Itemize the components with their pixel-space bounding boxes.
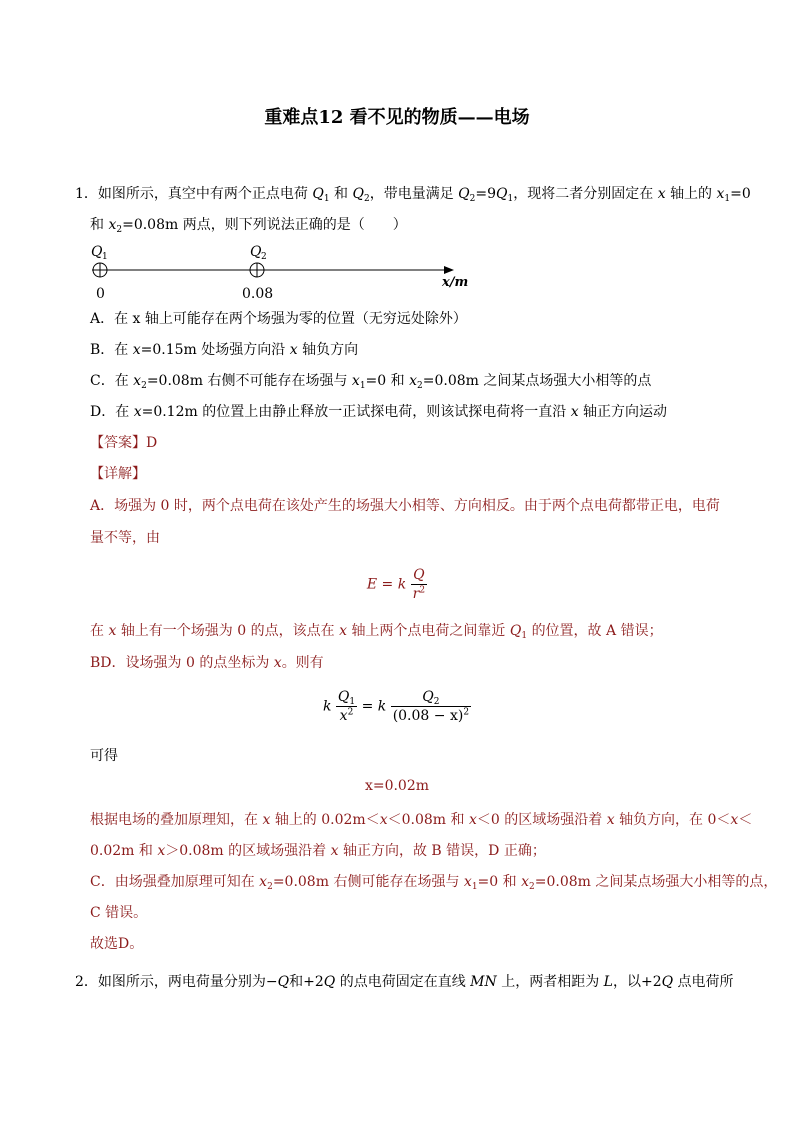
var: Q xyxy=(323,974,336,990)
text: =0.12m 的位置上由静止释放一正试探电荷，则该试探电荷将一直沿 xyxy=(141,404,567,420)
var: x xyxy=(339,623,347,639)
charge-1-sub: 1 xyxy=(102,252,108,262)
axis-arrow xyxy=(444,266,454,274)
text: =0.08m 右侧不可能存在场强与 xyxy=(146,373,348,389)
text: =0 和 xyxy=(477,874,517,890)
var: Q xyxy=(509,623,522,639)
var: x xyxy=(273,655,282,671)
text: 如图所示，两电荷量分别为− xyxy=(97,974,278,990)
text: 上，两者相距为 xyxy=(501,974,600,990)
equation-field-strength xyxy=(0,566,794,603)
text: ＞0.08m 的区域场强沿着 xyxy=(165,843,327,859)
text: 轴负方向，在 0＜ xyxy=(619,812,731,828)
var: x xyxy=(157,843,166,859)
eq-lhs: E = k xyxy=(366,576,407,593)
option-b xyxy=(90,340,358,360)
equation-result: x=0.02m xyxy=(364,778,430,794)
text: ＜ xyxy=(738,812,753,828)
eq2-k: k xyxy=(322,698,332,715)
text: ，以+2 xyxy=(612,974,662,990)
detail-label: 【详解】 xyxy=(90,466,146,482)
text: 如图所示，真空中有两个正点电荷 xyxy=(97,186,308,202)
text: =0.15m 处场强方向沿 xyxy=(140,342,286,358)
eq2-equals-k: = k xyxy=(361,698,387,715)
text: 轴上两个点电荷之间靠近 xyxy=(351,623,506,639)
question-1-stem-line1: 1．如图所示，真空中有两个正点电荷 $Q_1$ 和 $Q_2$，带电量满足 $Q_2=9Q_1$，现将二者分别固定在 x 轴上的 $x_1=0$ xyxy=(75,186,751,204)
var: x xyxy=(133,404,142,420)
var: x xyxy=(108,623,117,639)
var: Q xyxy=(661,974,674,990)
text: 点电荷所 xyxy=(677,974,734,990)
var: x xyxy=(730,812,739,828)
tick-label-0: 0 xyxy=(96,286,105,302)
eq-numerator: Q xyxy=(413,567,425,583)
text: 和 xyxy=(334,186,349,202)
text: BD．设场强为 0 的点坐标为 xyxy=(90,655,270,671)
var: Q xyxy=(496,186,508,202)
axis-diagram xyxy=(80,238,480,302)
solution-a-line1: A．场强为 0 时，两个点电荷在该处产生的场强大小相等、方向相反。由于两个点电荷都带正电，电荷 xyxy=(90,498,720,514)
text: 。则有 xyxy=(281,655,324,671)
solution-bd-line1 xyxy=(90,653,324,673)
var: x xyxy=(657,186,666,202)
text: D．在 xyxy=(90,404,130,420)
text: =0 xyxy=(730,186,751,202)
text: 轴正方向，故 B 错误，D 正确； xyxy=(342,843,546,859)
text: 轴上的 xyxy=(670,186,713,202)
solution-superposition-line2 xyxy=(90,841,546,861)
var: x xyxy=(330,843,339,859)
text: B．在 xyxy=(90,342,129,358)
tick-label-0-08: 0.08 xyxy=(242,286,274,302)
solution-superposition-line1 xyxy=(90,810,752,830)
text: =0.08m 两点，则下列说法正确的是（ ） xyxy=(122,217,407,233)
eq2-den2: (0.08 − x) xyxy=(392,708,464,724)
eq-fraction xyxy=(411,566,427,603)
text: ＜0.08m 和 xyxy=(387,812,465,828)
option-c: C．在 $x_2=0.08m$ 右侧不可能存在场强与 $x_1=0$ 和 $x_2=0.08m$ 之间某点场强大小相等的点 xyxy=(90,373,652,391)
var: L xyxy=(603,974,613,990)
eq2-exponent: 2 xyxy=(463,707,470,718)
charge-2-sub: 2 xyxy=(261,252,267,262)
var: MN xyxy=(470,974,497,990)
eq2-fraction-left: $\frac{Q_1}{x^2}$ xyxy=(337,689,356,724)
var: x xyxy=(132,342,141,358)
option-d xyxy=(90,402,667,422)
kede-text: 可得 xyxy=(90,748,118,764)
var: x xyxy=(409,373,417,389)
eq2-num1: Q xyxy=(337,689,350,705)
text: 根据电场的叠加原理知，在 xyxy=(90,812,258,828)
text: C．由场强叠加原理可知在 xyxy=(90,874,255,890)
var: x xyxy=(351,373,360,389)
solution-c-line2: C 错误。 xyxy=(90,905,148,921)
text: 和 xyxy=(90,217,104,233)
var: x xyxy=(463,874,472,890)
var: x xyxy=(468,812,477,828)
var: x xyxy=(716,186,725,202)
eq2-den1: x xyxy=(339,708,348,724)
var: Q xyxy=(352,186,364,202)
var: x xyxy=(108,217,117,233)
var: x xyxy=(133,373,142,389)
solution-c-line1: C．由场强叠加原理可知在 $x_2=0.08m$ 右侧可能存在场强与 $x_1=0$ 和 $x_2=0.08m$ 之间某点场强大小相等的点， xyxy=(90,874,778,892)
option-a: A．在 x 轴上可能存在两个场强为零的位置（无穷远处除外） xyxy=(90,311,467,327)
axis-label: x/m xyxy=(442,275,469,290)
text: 和+2 xyxy=(289,974,324,990)
text: 轴上有一个场强为 0 的点，该点在 xyxy=(120,623,335,639)
text: =0 和 xyxy=(365,373,405,389)
var: Q xyxy=(277,974,290,990)
equation-balance xyxy=(0,688,794,725)
solution-a-line2: 量不等，由 xyxy=(90,530,160,546)
eq2-num2: Q xyxy=(422,689,434,705)
text: C．在 xyxy=(90,373,129,389)
charge-2-label: Q xyxy=(250,244,262,260)
var: Q xyxy=(458,186,470,202)
question-1-stem-line2: 和 $x_2=0.08m$ 两点，则下列说法正确的是（ ） xyxy=(90,217,407,235)
var: x xyxy=(262,812,271,828)
charge-1-label: Q xyxy=(91,244,103,260)
answer-label: 【答案】D xyxy=(90,435,158,451)
text: 轴上的 0.02m＜ xyxy=(274,812,380,828)
eq2-fraction-right: $\frac{Q_2}{(0.08 - x)^2}$ xyxy=(392,689,470,724)
text: 的点电荷固定在直线 xyxy=(339,974,466,990)
var: x xyxy=(259,874,268,890)
text: ，带电量满足 xyxy=(369,186,454,202)
solution-a-line3: 在 x 轴上有一个场强为 0 的点，该点在 x 轴上两个点电荷之间靠近 $Q_1$ 的位置，故 A 错误； xyxy=(90,623,663,641)
question-2-stem xyxy=(75,972,734,992)
text: =9 xyxy=(475,186,497,202)
question-number: 2． xyxy=(75,974,98,990)
question-number: 1． xyxy=(75,186,98,202)
page-title: 重难点12 看不见的物质——电场 xyxy=(264,107,530,128)
text: ＜0 的区域场强沿着 xyxy=(476,812,603,828)
text: 在 xyxy=(90,623,104,639)
text: 0.02m 和 xyxy=(90,843,153,859)
var: x xyxy=(521,874,529,890)
var: Q xyxy=(312,186,324,202)
var: x xyxy=(570,404,579,420)
text: 轴负方向 xyxy=(302,342,359,358)
eq-exponent: 2 xyxy=(419,585,426,596)
eq-denominator: r xyxy=(412,586,420,602)
var: x xyxy=(379,812,388,828)
text: =0.08m 右侧可能存在场强与 xyxy=(272,874,460,890)
var: x xyxy=(289,342,298,358)
text: 的位置，故 A 错误； xyxy=(531,623,663,639)
text: ，现将二者分别固定在 xyxy=(513,186,654,202)
conclusion: 故选D。 xyxy=(90,936,144,952)
text: 轴正方向运动 xyxy=(583,404,668,420)
text: =0.08m 之间某点场强大小相等的点， xyxy=(534,874,778,890)
text: =0.08m 之间某点场强大小相等的点 xyxy=(422,373,652,389)
var: x xyxy=(606,812,615,828)
